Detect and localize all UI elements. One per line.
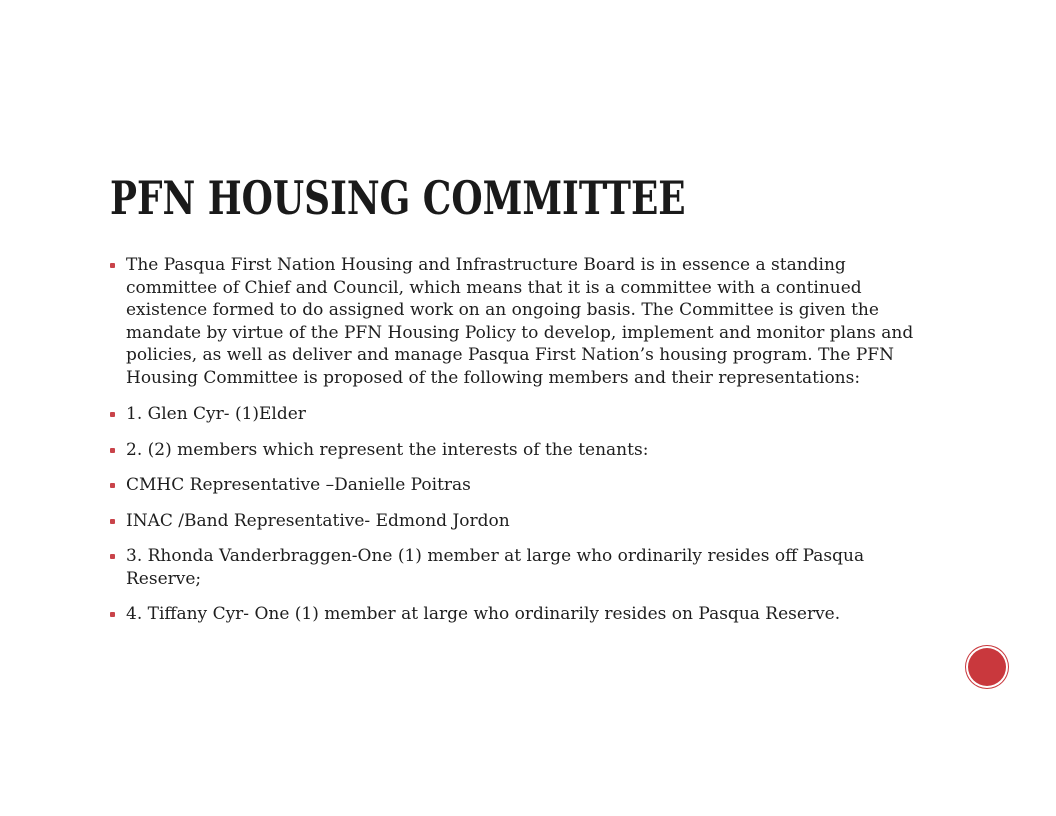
bullet-text: The Pasqua First Nation Housing and Infrastructure Board is in essence a standing committee of Chief and Council, which means that it is a committee with a continued existence formed to do assigned work on an ongoing basis. The Committee is given the mandate by virtue of the PFN Housing Policy to develop, implement and monitor plans and policies, as well as deliver and manage Pasqua First Nation’s housing program. The PFN Housing Committee is proposed of the following members and their representations: [126, 255, 914, 388]
bullet-square-icon [110, 519, 115, 524]
bullet-item-inac [110, 510, 930, 533]
bullet-item-intro [110, 254, 930, 389]
bullet-text: 1. Glen Cyr- (1)Elder [126, 404, 306, 424]
bullet-item-cmhc [110, 474, 930, 497]
bullet-item-member-1 [110, 403, 930, 426]
bullet-list [110, 254, 930, 639]
bullet-item-member-2 [110, 439, 930, 462]
bullet-square-icon [110, 448, 115, 453]
page-number-badge-icon [968, 648, 1006, 686]
slide-title: PFN HOUSING COMMITTEE [110, 171, 686, 225]
bullet-square-icon [110, 612, 115, 617]
bullet-item-member-4 [110, 603, 930, 626]
bullet-square-icon [110, 483, 115, 488]
bullet-text: 4. Tiffany Cyr- One (1) member at large who ordinarily resides on Pasqua Reserve. [126, 604, 841, 624]
bullet-text: CMHC Representative –Danielle Poitras [126, 475, 471, 495]
bullet-square-icon [110, 412, 115, 417]
bullet-item-member-3 [110, 545, 930, 590]
bullet-square-icon [110, 263, 115, 268]
bullet-square-icon [110, 554, 115, 559]
bullet-text: 2. (2) members which represent the interests of the tenants: [126, 439, 649, 460]
bullet-text: 3. Rhonda Vanderbraggen-One (1) member at large who ordinarily resides off Pasqua Reserve; [126, 546, 865, 589]
bullet-text: INAC /Band Representative- Edmond Jordon [126, 510, 510, 531]
